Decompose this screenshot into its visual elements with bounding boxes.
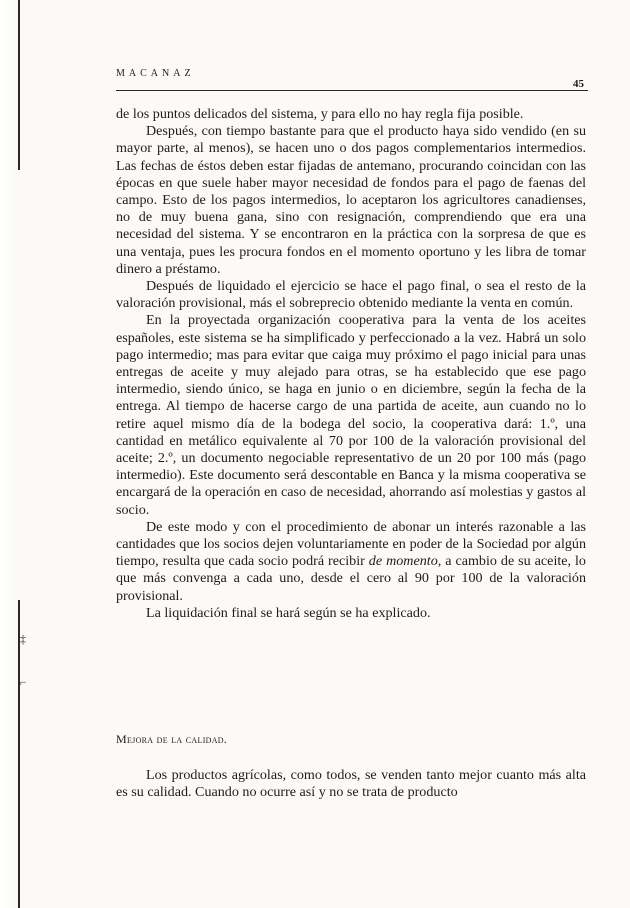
paragraph: de los puntos delicados del sistema, y para ello no hay regla fija posible. [116, 106, 524, 122]
paragraph: Los productos agrícolas, como todos, se venden tanto mejor cuanto más alta es su calidad. Cuando no ocurre así y no se trata de producto [116, 767, 586, 801]
margin-mark: ‡ [20, 632, 26, 646]
paragraph-text: a cambio de su aceite, lo que más convenga a cada uno, desde el cero al 90 por 100 de la valoración provisional. [116, 553, 586, 604]
page-edge [0, 0, 14, 908]
paragraph-text: De este modo y con el procedimiento de abonar un interés razonable a las cantidades que los socios dejen voluntariamente en poder de la Sociedad por algún tiempo, resulta que cada socio podrá recibir [116, 518, 586, 570]
paragraph: Después de liquidado el ejercicio se hace el pago final, o sea el resto de la valoración provisional, más el sobreprecio obtenido mediante la venta en común. [116, 278, 586, 312]
paragraph [116, 519, 586, 605]
section-text [116, 767, 586, 801]
margin-mark: ⌐ [20, 675, 27, 689]
running-title: MACANAZ [116, 68, 195, 79]
italic-phrase: de momento, [368, 553, 442, 570]
page-number: 45 [573, 78, 584, 90]
paragraph: La liquidación final se hará según se ha explicado. [146, 604, 431, 621]
binding-line [18, 0, 20, 170]
body-text [116, 106, 586, 622]
paragraph: Después, con tiempo bastante para que el producto haya sido vendido (en su mayor parte, al menos), se hacen uno o dos pagos complementarios intermedios. Las fechas de éstos deben estar fijadas de antemano, procurando coincidan con las épocas en que suele haber mayor necesidad de fondos para el pago de faenas del campo. Esto de los pagos intermedios, lo aceptaron los agricultores canadienses, no de muy buena gana, sino con resignación, comprendiendo que era una necesidad del sistema. Y se encontraron en la práctica con la sorpresa de que es una ventaja, pues les procura fondos en el momento oportuno y les libra de tomar dinero a préstamo. [116, 123, 586, 277]
page-header [116, 68, 588, 91]
section-heading: Mejora de la calidad. [116, 732, 228, 746]
paragraph: En la proyectada organización cooperativa para la venta de los aceites españoles, este sistema se ha simplificado y perfeccionado a la vez. Habrá un solo pago intermedio; mas para evitar que caiga muy próximo el pago inicial para unas entregas de aceite y muy alejado para otras, se ha establecido que ese pago intermedio, siendo único, se haga en junio o en diciembre, según la fecha de la entrega. Al tiempo de hacerse cargo de una partida de aceite, aun cuando no lo retire aquel mismo día de la bodega del socio, la cooperativa dará: 1.º, una cantidad en metálico equivalente al 70 por 100 de la valoración provisional del aceite; 2.º, un documento negociable representativo de un 20 por 100 más (pago intermedio). Este documento será descontable en Banca y la misma cooperativa se encargará de la operación en caso de necesidad, ahorrando así molestias y gastos al socio. [116, 312, 586, 518]
